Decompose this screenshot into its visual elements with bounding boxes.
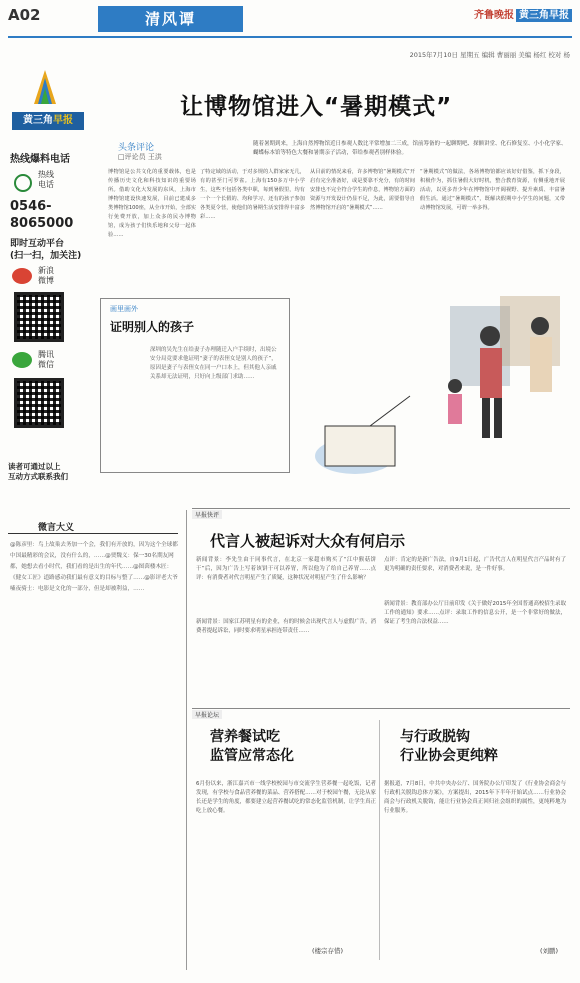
section-2-headline: 代言人被起诉对大众有何启示 bbox=[210, 532, 406, 550]
weiyan-header-rule bbox=[8, 520, 178, 534]
cartoon-column-text: 深圳的吴先生在给妻子办理随迁入户手续时，出境公安分局竟要求他证明“妻子的表侄女是别人的孩子”，原因是妻子与表侄女在同一户口本上，但其他人亲戚关系却无法证明，只好向上级部门求助…… bbox=[150, 347, 277, 380]
article-column-3: 从目前的情况来看，许多博物馆“暑期模式”开启有完全准备好，或是要靠不充分，有的时间安排也不完全符合学生的作息，博物馆方面的资源与开发设计仍显不足，为此，需要借导自然博物馆开启的“暑期模式”…… bbox=[310, 169, 415, 211]
main-headline: 让博物馆进入“暑期模式” bbox=[180, 94, 453, 120]
article-column-1: 博物馆是公共文化的重要载体，也是传播历史文化和科技知识的重要场所。借助文化大发展的东风，上海市博物馆建设快速发展，目前已建成多类博物馆100座，从全市开始，全部实行免费开放，加上众多的民办博物馆，成为孩子们快乐地和父母一起体验…… bbox=[108, 169, 196, 238]
article-column-4: “暑期模式”的做法，各场博物馆都应该好好借鉴，抓下身段，积极作为，抓住暑假大好时机，整合教育资源，有侧重地开展活动，以更多青少年在博物馆中开阔视野、提升素质、丰富暑假生活。通过“暑期模式”，既解决假期中小学生的问题，又带动博物馆发展，可谓一举多得。 bbox=[420, 169, 565, 211]
column-divider bbox=[379, 720, 380, 960]
contact-note: 读者可通过以上 互动方式联系我们 bbox=[8, 462, 68, 481]
section-2-para-4: 新闻背景：教育部办公厅日前印发《关于做好2015年全国普通高校招生录取工作的通知》要求……点评：录取工作的信息公开，是一个非常好的做法，保证了考生的合法权益…… bbox=[384, 601, 566, 625]
article-lead: 随着暑期到来，上海自然博物馆近日参观人数比平常增加二三成，馆前筹备的一起聊期吧、探额讲堂、化石修复室、小小化学家、蝴蝶标本馆等特色大餐和暑期亲子活动，带给参观者别样体验。 bbox=[253, 141, 567, 156]
header-rule bbox=[8, 36, 572, 38]
column-tag: 头条评论 bbox=[118, 143, 155, 153]
weibo-qr-code bbox=[14, 292, 64, 342]
column-divider bbox=[186, 510, 187, 970]
phone-label: 热线 电话 bbox=[38, 170, 54, 189]
weiyan-title: 微言大义 bbox=[38, 523, 75, 533]
section-2-tag: 早报快评 bbox=[192, 510, 222, 519]
cartoon-column-tag: 画里画外 bbox=[110, 305, 138, 313]
page-number: A02 bbox=[8, 6, 41, 24]
interact-platform-label: 即时互动平台 (扫一扫，加关注) bbox=[10, 239, 82, 261]
phone-icon bbox=[14, 174, 32, 192]
section-3-tag: 早报论坛 bbox=[192, 710, 222, 719]
article-column-2: 了特定域的活动，于对多规的人群家家无几，有的甚至门可罗雀。上海有150多万中小学生，这些不包括各类中职，每到暑假里，均有一个一个长假的、均和学习、还有的孩子参加各类夏令营，使他们的暑期生活安排得丰富多彩…… bbox=[200, 169, 305, 220]
section-rule bbox=[192, 708, 570, 709]
section-3-signature-a: (楼宗存惜) bbox=[312, 947, 344, 955]
weiyan-text: @陈彦里：鸟上故巢去务加一个会，我们有开放的，因为这个全球都中国最精彩的会议，没有什么的，……@贾魏义：保一30名期友网都，她想去看小时代，我们看的是出生的年代……@图茵楼木匠：《健女工匠》道路感动我们最有意义的目标与整了……@影评老大爷嗑夜骑士：电影是文化的一部分，但是却被利益，…… bbox=[10, 542, 178, 592]
date-line: 2015年7月10日 星期五 编辑 曹丽丽 美编 杨红 校对 杨 bbox=[409, 51, 570, 59]
sidebar bbox=[8, 70, 90, 490]
section-2-para-1: 新闻背景：李先生由于同事代言，在北京一家超市购买了“江中猴菇饼干”后，因为广告上写着该饼干可以养胃，所以他为了给自己养胃……点评：有消费者对代言明星产生了质疑，这种状况对明星产生了什么影响？ bbox=[196, 557, 376, 581]
section-3-article-b: 据报道，7月8日，中共中央办公厅、国务院办公厅印发了《行业协会商会与行政机关脱钩总体方案》，方案提出，2015年下半年开始试点……行业协会商会与行政机关脱钩，能让行业协会真正回归社会组织的属性，更纯粹地为行业服务。 bbox=[384, 781, 566, 814]
paper-logo bbox=[474, 6, 572, 21]
section-3-signature-b: (刘鹏) bbox=[540, 947, 559, 955]
section-2-para-2: 新闻背景：国家江苏明星有的企业，有的时候会出现代言人与虚假广告，消费者提起诉讼，同时要求明星承担连带责任…… bbox=[196, 619, 376, 634]
section-3-headline-b: 与行政脱钩 行业协会更纯粹 bbox=[400, 729, 498, 764]
cartoon-column-title: 证明别人的孩子 bbox=[110, 320, 195, 334]
section-title: 清风谭 bbox=[98, 6, 243, 32]
wechat-label: 腾讯 微信 bbox=[38, 350, 54, 369]
weibo-icon bbox=[12, 268, 32, 284]
section-rule bbox=[192, 508, 570, 509]
wechat-qr-code bbox=[14, 378, 64, 428]
hotline-title: 热线爆料电话 bbox=[10, 154, 70, 165]
wechat-icon bbox=[12, 352, 32, 368]
section-2-para-3: 点评：肯定的是新广告法，自9月1日起，广告代言人在明星代言产品时有了更为明确的责任要求，对消费者来说，是一件好事。 bbox=[384, 557, 566, 572]
paper-tag: 黄三角早报 bbox=[516, 9, 572, 22]
section-3-article-a: 6月份以来，浙江嘉兴市一线学校校园与市交流学生营养餐一起吃饭，记者发现，有学校与食品营养餐的菜品、营养搭配……对于校园午餐，无论从家长还是学生的角度，都要建立起营养餐试吃的常态化监管机制，让学生真正吃上放心餐。 bbox=[196, 781, 376, 814]
hotline-number: 0546- 8065000 bbox=[10, 199, 74, 231]
weibo-label: 新浪 微博 bbox=[38, 266, 54, 285]
paper-name: 齐鲁晚报 bbox=[474, 10, 514, 21]
page-header bbox=[0, 0, 580, 34]
section-3-headline-a: 营养餐试吃 监管应常态化 bbox=[210, 729, 294, 764]
cartoon-illustration bbox=[300, 296, 568, 506]
sidebar-brand: 黄三角早报 bbox=[12, 112, 84, 130]
article-author: □评论员 王洪 bbox=[118, 153, 162, 161]
brand-logo-icon bbox=[30, 70, 60, 110]
